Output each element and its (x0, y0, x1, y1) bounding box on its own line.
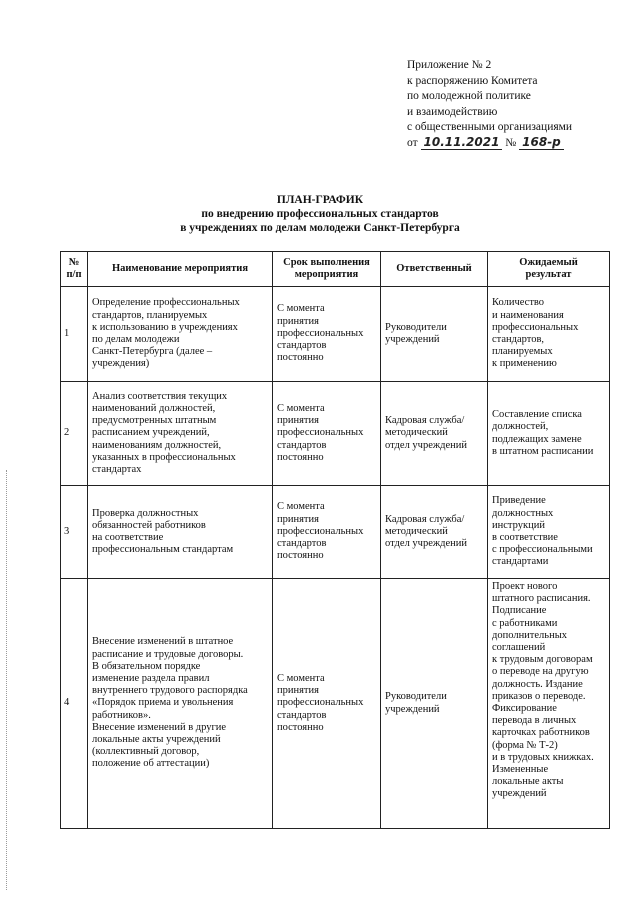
deadline-line: стандартов (277, 538, 327, 550)
deadline-line: постоянно (277, 721, 324, 733)
row-number: 3 (61, 486, 88, 579)
activity-line: локальные акты учреждений (92, 734, 221, 745)
date-prefix: от (407, 136, 418, 149)
appendix-date-line (407, 136, 637, 152)
result-line: планируемых (492, 346, 553, 358)
responsible-line: отдел учреждений (385, 439, 467, 451)
activity-line: Проверка должностных (92, 507, 199, 519)
header-result: Ожидаемый результат (488, 252, 610, 287)
activity-line: В обязательном порядке (92, 660, 201, 672)
cell-result (488, 287, 610, 382)
deadline-line: профессиональных (277, 525, 364, 537)
result-line: и в трудовых книжках. (492, 751, 594, 763)
deadline-line: С момента (277, 303, 325, 315)
appendix-line: Приложение № 2 (407, 59, 492, 71)
activity-line: по делам молодежи (92, 334, 180, 345)
activity-line: указанных в профессиональных (92, 451, 236, 463)
responsible-line: учреждений (385, 703, 440, 715)
activity-line: (коллективный договор, (92, 746, 200, 758)
result-line: Количество (492, 297, 545, 309)
activity-line: предусмотренных штатным (92, 415, 217, 427)
appendix-block (407, 58, 637, 151)
result-line: Составление списка (492, 409, 582, 421)
title-line: в учреждениях по делам молодежи Санкт-Петербурга (180, 222, 460, 234)
deadline-line: постоянно (277, 352, 324, 364)
cell-responsible (381, 486, 488, 579)
responsible-line: Кадровая служба/ (385, 513, 465, 525)
activity-line: Санкт-Петербурга (далее – (92, 346, 213, 358)
result-line: Подписание (492, 605, 547, 617)
cell-result (488, 382, 610, 486)
date-handwritten: 10.11.2021 (421, 136, 503, 150)
activity-line: Анализ соответствия текущих (92, 390, 228, 402)
deadline-line: стандартов (277, 439, 327, 451)
result-line: Фиксирование (492, 703, 557, 715)
result-line: с работниками (492, 617, 558, 629)
deadline-line: стандартов (277, 340, 327, 352)
cell-responsible (381, 382, 488, 486)
cell-deadline (273, 287, 381, 382)
result-line: перевода в личных (492, 715, 577, 727)
appendix-line: по молодежной политике (407, 90, 531, 102)
cell-deadline (273, 486, 381, 579)
result-line: учреждений (492, 788, 547, 800)
margin-dots (6, 470, 11, 890)
result-line: с профессиональными (492, 544, 593, 556)
result-line: профессиональных (492, 321, 579, 333)
cell-result (488, 486, 610, 579)
deadline-line: профессиональных (277, 427, 364, 439)
deadline-line: С момента (277, 672, 325, 684)
activity-line: на соответствие (92, 532, 164, 543)
table-row (61, 486, 610, 579)
deadline-line: С момента (277, 501, 325, 513)
table-header-row (61, 252, 610, 287)
activity-line: наименованиям должностей, (92, 439, 222, 451)
result-line: подлежащих замене (492, 433, 582, 445)
result-line: (форма № Т-2) (492, 739, 558, 751)
result-line: в соответствие (492, 532, 558, 543)
responsible-line: Руководители (385, 691, 447, 703)
header-deadline: Срок выполнения мероприятия (273, 252, 381, 287)
cell-deadline (273, 579, 381, 829)
activity-line: Внесение изменений в штатное (92, 636, 234, 648)
row-number: 2 (61, 382, 88, 486)
number-handwritten: 168-р (519, 136, 564, 150)
activity-line: обязанностей работников (92, 519, 206, 531)
cell-result (488, 579, 610, 829)
result-line: стандартов, (492, 334, 545, 345)
deadline-line: постоянно (277, 451, 324, 463)
table-row (61, 382, 610, 486)
activity-line: расписание и трудовые договоры. (92, 648, 244, 660)
deadline-line: принятия (277, 513, 319, 525)
result-line: приказов о переводе. (492, 690, 586, 702)
result-line: к трудовым договорам (492, 654, 593, 666)
activity-line: Определение профессиональных (92, 297, 240, 309)
cell-activity (88, 287, 273, 382)
deadline-line: принятия (277, 685, 319, 697)
result-line: о переводе на другую (492, 666, 589, 678)
result-line: к применению (492, 358, 557, 370)
appendix-line: и взаимодействию (407, 105, 498, 118)
table-row (61, 579, 610, 829)
result-line: Проект нового (492, 581, 558, 592)
activity-line: стандартов, планируемых (92, 309, 208, 321)
activity-line: к использованию в учреждениях (92, 321, 238, 333)
responsible-line: Кадровая служба/ (385, 415, 465, 427)
cell-activity (88, 579, 273, 829)
activity-line: внутреннего трудового распорядка (92, 685, 248, 697)
appendix-line: с общественными организациями (407, 121, 573, 133)
result-line: дополнительных (492, 629, 568, 641)
result-line: должность. Издание (492, 678, 583, 690)
result-line: локальные акты (492, 776, 564, 788)
activity-line: «Порядок приема и увольнения (92, 697, 234, 709)
title-line: ПЛАН-ГРАФИК (276, 194, 364, 206)
header-responsible: Ответственный (381, 252, 488, 287)
cell-activity (88, 486, 273, 579)
activity-line: изменение раздела правил (92, 672, 210, 684)
activity-line: профессиональным стандартам (92, 544, 234, 556)
result-line: Приведение (492, 495, 546, 507)
responsible-line: учреждений (385, 334, 440, 345)
result-line: должностей, (492, 421, 549, 433)
result-line: должностных (492, 507, 554, 519)
header-number: № п/п (61, 252, 88, 287)
result-line: карточках работников (492, 727, 590, 739)
responsible-line: методический (385, 525, 448, 537)
result-line: в штатном расписании (492, 445, 594, 457)
cell-responsible (381, 579, 488, 829)
deadline-line: профессиональных (277, 327, 364, 339)
activity-line: Внесение изменений в другие (92, 721, 227, 733)
activity-line: работников». (92, 709, 151, 721)
cell-activity (88, 382, 273, 486)
responsible-line: Руководители (385, 321, 447, 333)
deadline-line: постоянно (277, 550, 324, 562)
result-line: Измененные (492, 764, 549, 776)
cell-responsible (381, 287, 488, 382)
activity-line: расписанием учреждений, (92, 427, 210, 439)
responsible-line: методический (385, 427, 448, 439)
header-activity: Наименование мероприятия (88, 252, 273, 287)
appendix-line: к распоряжению Комитета (407, 74, 538, 87)
responsible-line: отдел учреждений (385, 538, 467, 550)
document-title (0, 193, 640, 235)
cell-deadline (273, 382, 381, 486)
title-line: по внедрению профессиональных стандартов (201, 208, 439, 220)
plan-table (60, 251, 610, 829)
result-line: инструкций (492, 519, 545, 531)
result-line: штатного расписания. (492, 593, 591, 605)
result-line: и наименования (492, 309, 564, 321)
table-row (61, 287, 610, 382)
deadline-line: С момента (277, 402, 325, 414)
deadline-line: стандартов (277, 709, 327, 721)
row-number: 1 (61, 287, 88, 382)
activity-line: наименований должностей, (92, 402, 216, 414)
deadline-line: профессиональных (277, 697, 364, 709)
deadline-line: принятия (277, 315, 319, 327)
result-line: стандартами (492, 556, 549, 568)
row-number: 4 (61, 579, 88, 829)
activity-line: стандартах (92, 464, 142, 475)
number-label: № (505, 136, 517, 149)
activity-line: учреждения) (92, 358, 150, 370)
deadline-line: принятия (277, 415, 319, 427)
activity-line: положение об аттестации) (92, 758, 210, 770)
result-line: соглашений (492, 642, 546, 654)
